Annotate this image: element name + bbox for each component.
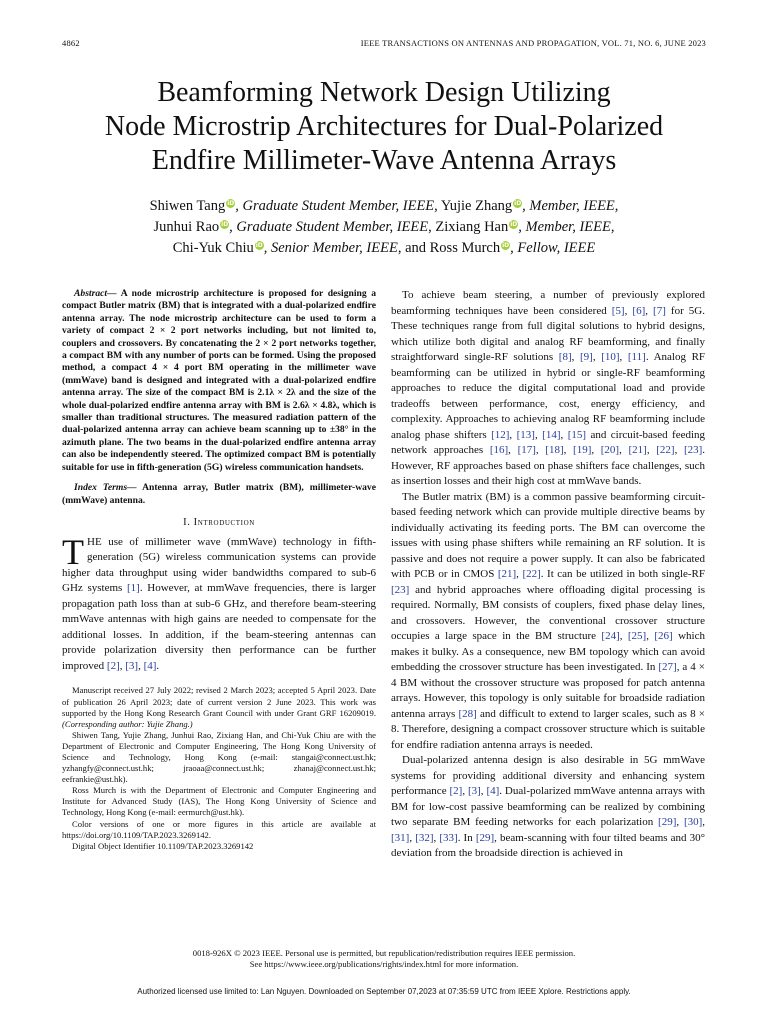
text-run: , (516, 568, 523, 580)
citation-link[interactable]: [28] (458, 707, 477, 720)
text-run: and circuit-based feeding network approaches (391, 428, 706, 456)
text-run: , (119, 659, 126, 672)
citation-link[interactable]: [1] (126, 582, 140, 595)
author-name: Chi-Yuk Chiu (172, 240, 254, 256)
text-run: , (646, 444, 657, 456)
author-name: , Yujie Zhang (434, 198, 513, 214)
footnote-paragraph: Digital Object Identifier 10.1109/TAP.2023.3269142 (72, 840, 254, 851)
index-terms-text: Antenna array, Butler matrix (BM), millimeter-wave (mmWave) antenna. (62, 482, 376, 506)
citation-link[interactable]: [2] (106, 659, 120, 672)
text-run: . However, RF approaches based on phase shifters face challenges, such as insertion losses and their high cost at mmWave bands. (391, 444, 706, 487)
text-run: which makes it bulky. As a consequence, new BM topology which can avoid embedding the crossover structure has been investigated. In (391, 630, 705, 673)
author-name: Shiwen Tang (149, 198, 226, 214)
copyright-notice (62, 948, 706, 970)
text-run: To achieve beam steering, a number of previously explored beamforming techniques have been considered (391, 289, 705, 317)
orcid-icon[interactable]: iD (221, 221, 229, 228)
text-run: , (563, 444, 574, 456)
footnote-paragraph: Ross Murch is with the Department of Electronic and Computer Engineering and Institute for Advanced Study (IAS), The Hong Kong University of Science and Technology, Hong Kong (e-mail: eermurch@ust.hk). (62, 785, 376, 818)
citation-link[interactable]: [4] (486, 785, 500, 797)
author-name: Junhui Rao (153, 219, 220, 235)
author-line (40, 217, 728, 238)
citation-link[interactable]: [9] (579, 351, 593, 363)
text-run: . Dual-polarized mmWave antenna arrays with BM for low-cost passive beamforming can be realized by combining two separate BM feeding networks for each polarization (391, 785, 706, 828)
text-run: , (508, 444, 518, 456)
text-run: , (619, 444, 629, 456)
paper-title (40, 76, 728, 178)
copyright-line: See https://www.ieee.org/publications/rights/index.html for more information. (249, 959, 519, 969)
text-run: . However, at mmWave frequencies, there is larger propagation path loss than at sub-6 GHz, and therefore beam-steering mmWave antennas with high gains are needed to compensate for the additional losses. In addition, if the beam-steering antennas can provide polarization diversity then performance can be further improved (62, 582, 377, 672)
citation-link[interactable]: [14] (542, 428, 561, 441)
abstract-lead: Abstract— (74, 288, 117, 299)
citation-link[interactable]: [8] (558, 351, 572, 363)
orcid-icon[interactable]: iD (227, 200, 235, 207)
text-run: and difficult to extend to larger scales, such as 8 × 8. Therefore, designing a compact crossover structure which is suitable for endfire radiation antenna arrays is needed. (391, 707, 705, 751)
title-line: Endfire Millimeter-Wave Antenna Arrays (151, 145, 617, 176)
text-run: , (509, 428, 517, 441)
index-terms-lead: Index Terms— (74, 482, 137, 494)
body-paragraph (391, 753, 705, 862)
text-run: , (674, 444, 684, 456)
running-header (62, 38, 706, 48)
orcid-icon[interactable]: iD (510, 221, 518, 228)
citation-link[interactable]: [27] (658, 661, 677, 673)
citation-link[interactable]: [26] (654, 630, 673, 642)
author-affiliation: , Member, IEEE, (518, 219, 615, 235)
citation-link[interactable]: [5] (611, 304, 625, 317)
index-terms (62, 482, 376, 507)
citation-link[interactable]: [25] (627, 630, 647, 642)
text-run: , (534, 428, 543, 441)
author-affiliation: , Graduate Student Member, IEEE (229, 219, 429, 235)
citation-link[interactable]: [33] (439, 831, 458, 844)
text-run: , (619, 630, 628, 642)
text-run: Dual-polarized antenna design is also desirable in 5G mmWave systems for providing additional diversity and enhancing system performance (391, 754, 705, 797)
text-run: . In (457, 831, 476, 844)
text-run: for 5G. These techniques range from full digital solutions to hybrid designs, which utilize both digital and analog RF beamforming, and finally straightforward single-RF solutions (391, 304, 706, 363)
text-run: , (535, 444, 546, 456)
text-run: , (138, 659, 144, 672)
text-run: , beam-scanning with four tilted beams and 30° deviation from the broadside direction is achieved in (391, 831, 706, 859)
text-run: , (462, 785, 468, 797)
author-name: , and Ross Murch (397, 240, 501, 256)
citation-link[interactable]: [16] (489, 444, 509, 456)
text-run: , (702, 816, 706, 828)
citation-link[interactable]: [20] (600, 444, 620, 456)
text-run: , (619, 351, 628, 363)
citation-link[interactable]: [29] (475, 831, 495, 844)
author-list (40, 196, 728, 259)
abstract (62, 288, 376, 474)
citation-link[interactable]: [3] (125, 659, 139, 672)
corresponding-author: (Corresponding author: Yujie Zhang.) (62, 718, 193, 729)
text-run: and hybrid approaches where offloading digital processing is required. Normally, BM consists of couplers, fixed phase delay lines, and crossovers. However, the conventional crossover structure occupies a large space in the BM structure (391, 583, 705, 642)
orcid-icon[interactable]: iD (502, 242, 510, 249)
intro-body (62, 531, 377, 675)
author-affiliation: , Member, IEEE, (522, 198, 619, 214)
text-run: , (646, 630, 655, 642)
right-column (391, 288, 705, 862)
citation-link[interactable]: [12] (491, 428, 510, 441)
page-number: 4862 (62, 38, 80, 48)
citation-link[interactable]: [13] (516, 428, 535, 441)
citation-link[interactable]: [31] (391, 831, 410, 844)
text-run: , (592, 351, 602, 363)
orcid-icon[interactable]: iD (255, 242, 263, 249)
title-line: Node Microstrip Architectures for Dual-Polarized (104, 111, 664, 142)
text-run: , (624, 304, 633, 317)
citation-link[interactable]: [32] (415, 831, 434, 844)
download-notice: Authorized licensed use limited to: Lan Nguyen. Downloaded on September 07,2023 at 07:35:59 UTC from IEEE Xplore. Restrictions apply. (137, 987, 631, 996)
text-run: . It can be utilized in both single-RF (540, 568, 706, 580)
footnote-paragraph: Shiwen Tang, Yujie Zhang, Junhui Rao, Zixiang Han, and Chi-Yuk Chiu are with the Department of Electronic and Computer Engineering, The Hong Kong University of Science and Technology, Hong Kong (e-mail: stangai@connect.ust.hk; yzhangfy@connect.ust.hk; jraoaa@connect.ust.hk; zhanaj@connect.ust.hk; eefrankie@ust.hk). (62, 729, 376, 785)
text-run: The Butler matrix (BM) is a common passive beamforming circuit-based feeding network which can provide multiple directive beams by individually activating its feeding ports. The BM can overcome the issues with using phase shifters while remaining an RF solution. It is passive and does not require a power supply. It can also be fabricated with PCB or in CMOS (391, 490, 705, 580)
abstract-text: A node microstrip architecture is proposed for designing a compact Butler matrix (BM) that is integrated with a dual-polarized endfire antenna array. The node microstrip architecture can be used to form a variety of compact 2 × 2 port networks including, but not limited to, couplers and crossovers. By concatenating the 2 × 2 port networks together, a compact BM with any number of ports can be formed. Using the proposed method, a compact 4 × 4 port BM operating in the millimeter wave (mmWave) band is designed and integrated with a dual-polarized endfire antenna array. The size of the compact BM is 2.1λ × 2λ and the size of the whole dual-polarized endfire antenna array with BM is 2.6λ × 4.8λ, which is smaller than traditional structures. The measured radiation pattern of the dual-polarized antenna array can achieve beam scanning up to ±38° in the azimuth plane. The two beams in the dual-polarized endfire antenna array can also be independently steered. The optimized compact BM is potentially suitable for use in fifth-generation (5G) wireless communication handsets. (62, 288, 376, 473)
citation-link[interactable]: [21] (628, 444, 647, 456)
text-run: , (480, 785, 487, 797)
section-title: Introduction (193, 516, 255, 528)
text-run: , (571, 351, 580, 363)
author-line (40, 238, 728, 259)
text-run: , (433, 831, 440, 844)
citation-link[interactable]: [2] (449, 785, 463, 797)
body-paragraph (391, 288, 705, 490)
left-column (62, 288, 376, 852)
citation-link[interactable]: [29] (658, 816, 677, 828)
citation-link[interactable]: [10] (601, 351, 620, 363)
author-name: , Zixiang Han (428, 219, 509, 235)
citation-link[interactable]: [21] (497, 568, 517, 580)
orcid-icon[interactable]: iD (514, 200, 522, 207)
citation-link[interactable]: [22] (656, 444, 675, 456)
citation-link[interactable]: [23] (391, 583, 410, 596)
citation-link[interactable]: [30] (683, 816, 703, 828)
text-run: . (156, 659, 160, 672)
citation-link[interactable]: [15] (567, 428, 587, 441)
footnote-paragraph (62, 685, 376, 729)
text-run: , (409, 831, 416, 844)
citation-link[interactable]: [3] (467, 785, 481, 797)
author-affiliation: , Senior Member, IEEE (263, 240, 398, 256)
citation-link[interactable]: [23] (683, 444, 703, 456)
citation-link[interactable]: [7] (653, 304, 666, 317)
citation-link[interactable]: [11] (627, 351, 646, 363)
citation-link[interactable]: [18] (545, 444, 564, 456)
citation-link[interactable]: [6] (632, 304, 646, 317)
author-affiliation: , Graduate Student Member, IEEE (235, 198, 435, 214)
body-paragraph (391, 490, 705, 754)
footnote (62, 684, 376, 851)
intro-paragraph (62, 531, 377, 675)
text-run: , (676, 816, 684, 828)
title-line: Beamforming Network Design Utilizing (157, 77, 611, 108)
text-run: , (591, 444, 601, 456)
citation-link[interactable]: [22] (522, 568, 541, 580)
drop-cap: T (62, 531, 84, 572)
citation-link[interactable]: [17] (517, 444, 536, 456)
author-affiliation: , Fellow, IEEE (510, 240, 596, 256)
text-run: , a 4 × 4 BM without the crossover structure was proposed for patch antenna arrays. However, this topology is only suitable for broadside radiation antenna arrays (391, 661, 705, 720)
text-run: Manuscript received 27 July 2022; revised 2 March 2023; accepted 5 April 2023. Date of publication 26 April 2023; date of current version 2 June 2023. This work was supported by the Hong Kong Research Grant Council with under Grant GRF 16209019. (62, 685, 376, 718)
section-heading (62, 517, 376, 528)
citation-link[interactable]: [19] (573, 444, 592, 456)
footnote-paragraph: Color versions of one or more figures in this article are available at https://doi.org/10.1109/TAP.2023.3269142. (62, 818, 376, 840)
citation-link[interactable]: [4] (143, 659, 157, 672)
text-run: , (560, 428, 568, 441)
copyright-line: 0018-926X © 2023 IEEE. Personal use is permitted, but republication/redistribution requires IEEE permission. (192, 948, 576, 958)
text-run: . Analog RF beamforming can be utilized in hybrid or single-RF beamforming approaches to reduce the digital computational load and provide tradeoffs between performance, cost, energy efficiency, and complexity. Approaches to achieving analog RF beamforming include analog phase shifters (391, 351, 706, 441)
text-run: , (645, 304, 654, 317)
text-run: HE use of millimeter wave (mmWave) technology in fifth-generation (5G) wireless communication systems can provide higher data throughput using wider bandwidths compared to sub-6 GHz systems (62, 535, 376, 595)
author-line (40, 196, 728, 217)
journal-name: IEEE TRANSACTIONS ON ANTENNAS AND PROPAGATION, VOL. 71, NO. 6, JUNE 2023 (360, 38, 706, 48)
section-numeral: I. (183, 516, 194, 528)
citation-link[interactable]: [24] (601, 630, 620, 642)
